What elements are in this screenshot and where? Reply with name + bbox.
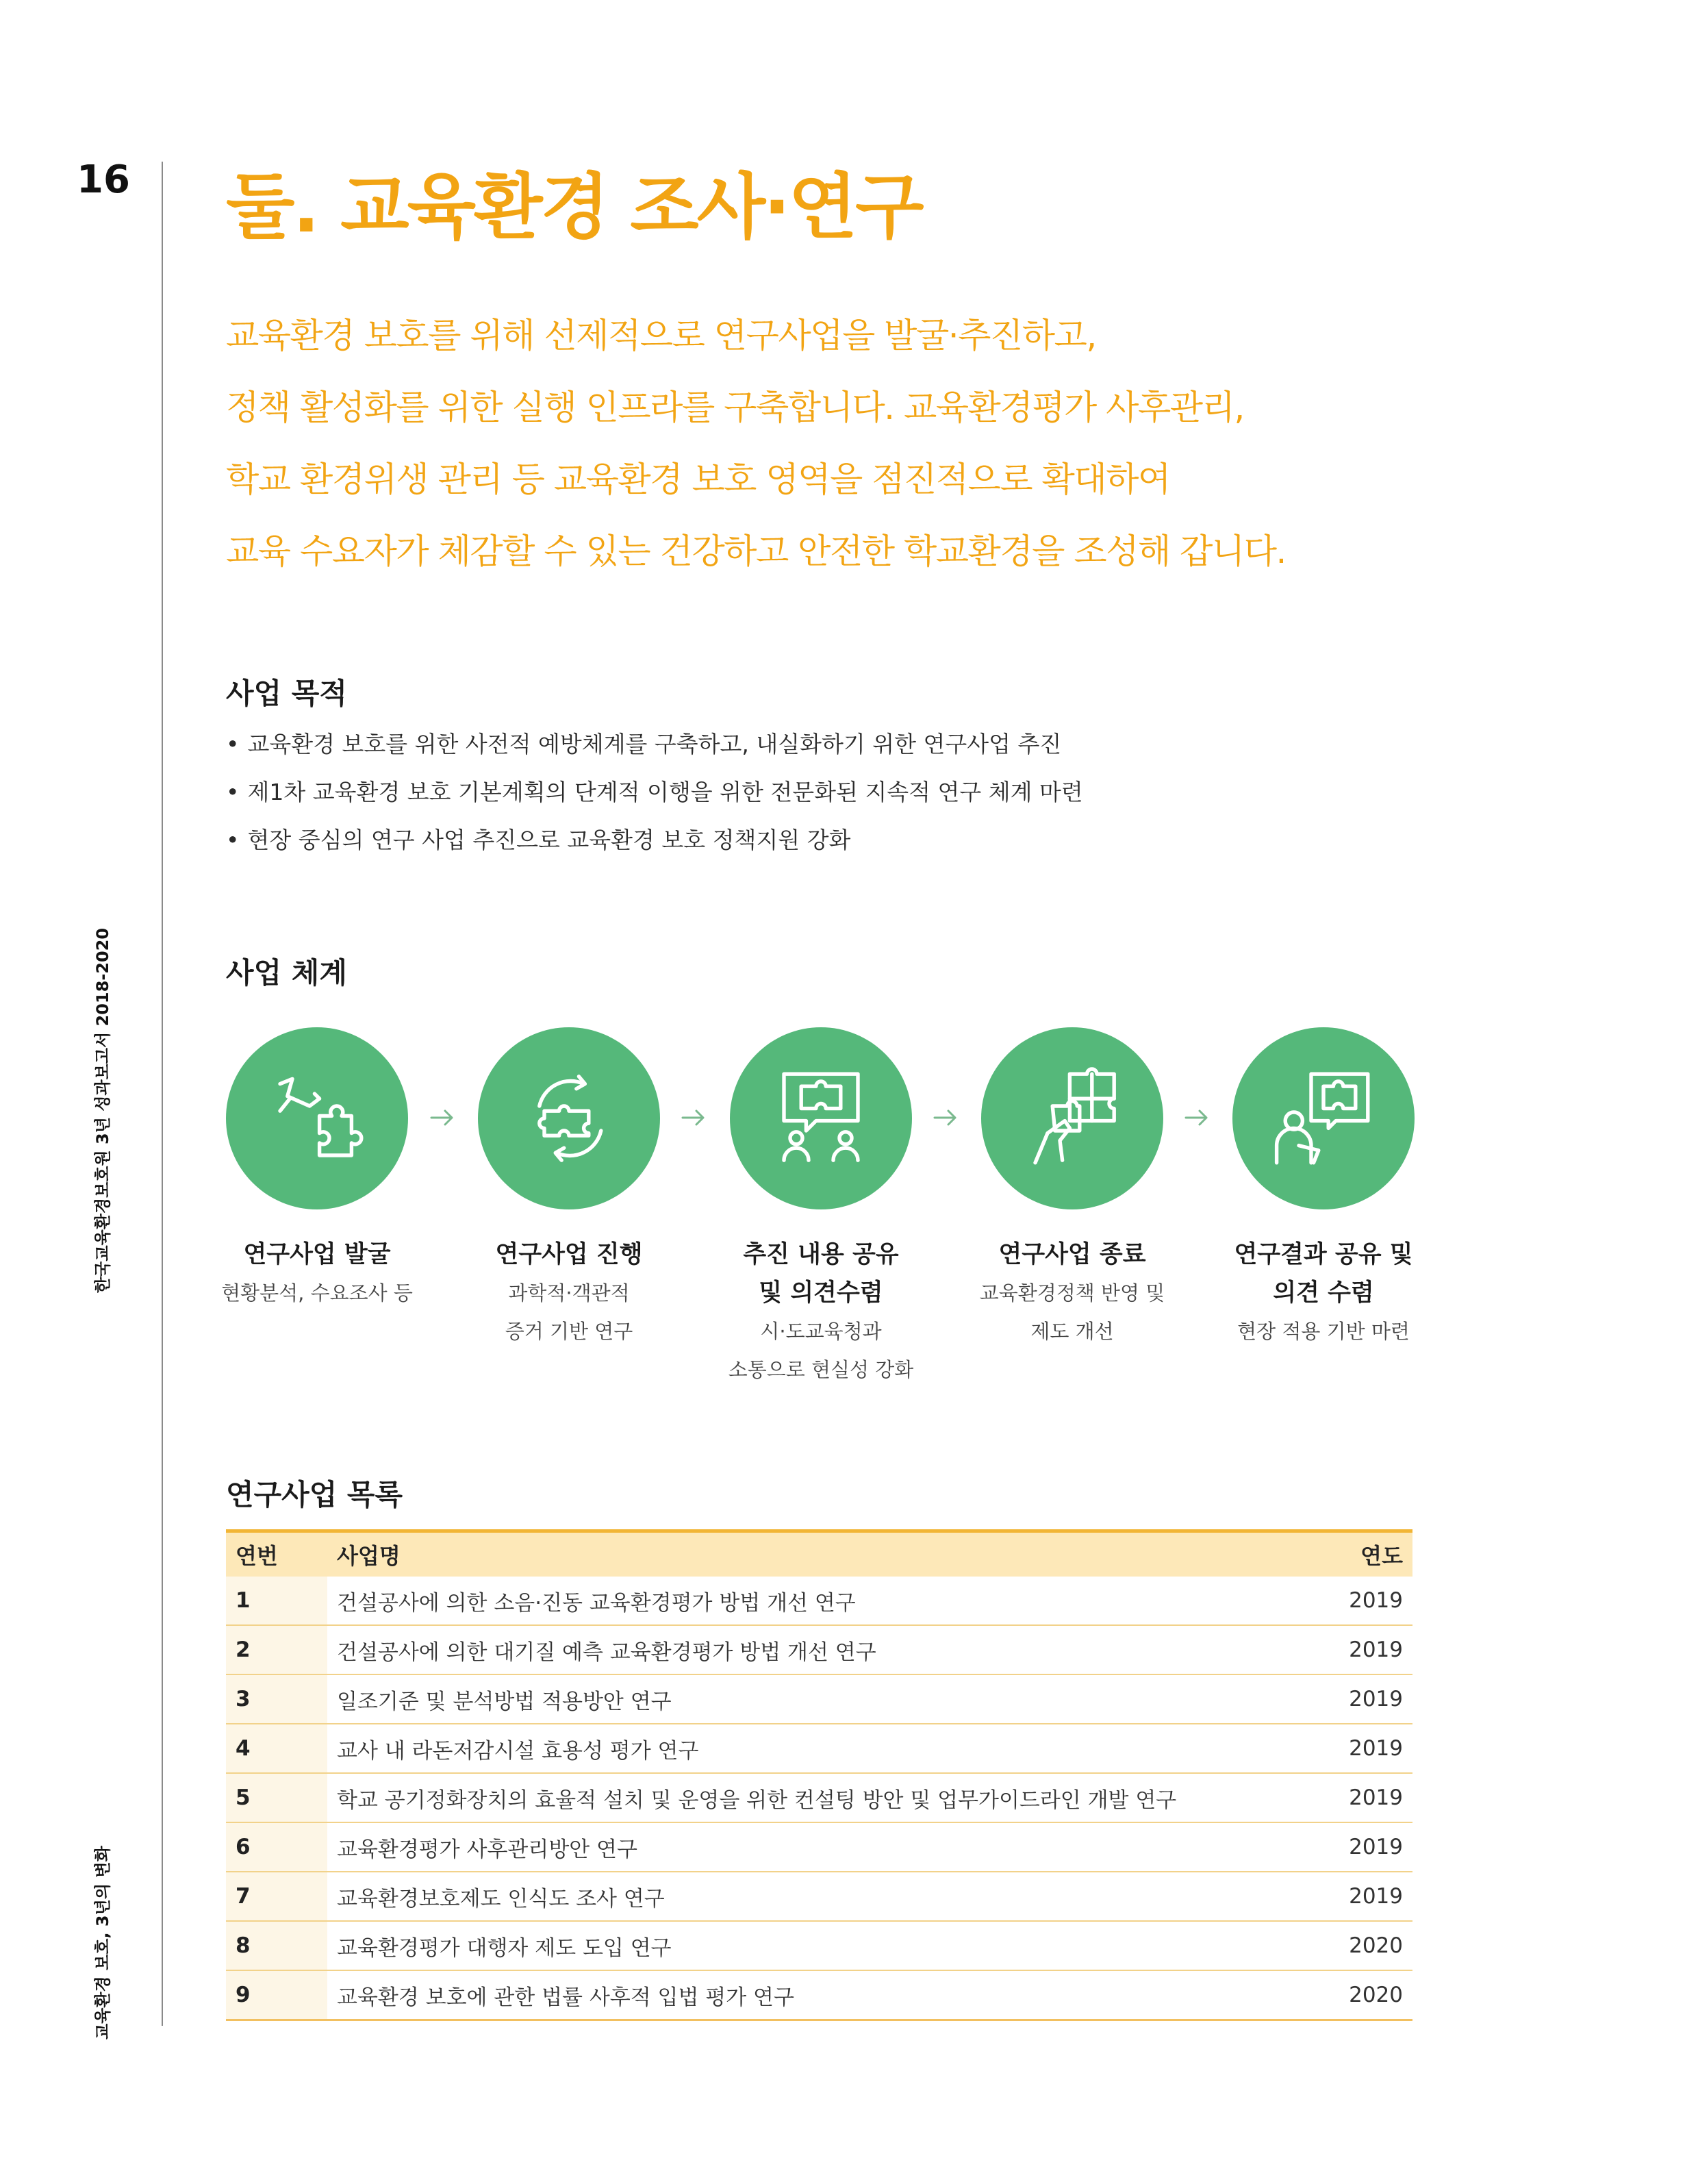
row-name: 교사 내 라돈저감시설 효용성 평가 연구: [327, 1724, 1304, 1773]
table-row: [226, 1724, 1412, 1773]
row-name: 교육환경평가 대행자 제도 도입 연구: [327, 1921, 1304, 1970]
row-no: 4: [226, 1724, 327, 1773]
page-number: 16: [77, 158, 130, 202]
row-no: 3: [226, 1674, 327, 1724]
row-name: 건설공사에 의한 대기질 예측 교육환경평가 방법 개선 연구: [327, 1625, 1304, 1674]
row-year: 2020: [1304, 1970, 1412, 2020]
side-section-title: 교육환경 보호, 3년의 변화: [93, 1846, 112, 2039]
stage-circle: [730, 1027, 912, 1209]
stage-desc: 현황분석, 수요조사 등: [221, 1281, 413, 1305]
stage-title: 및 의견수렴: [759, 1279, 883, 1307]
stage-desc: 현장 적용 기반 마련: [1237, 1320, 1410, 1343]
table-row: [226, 1674, 1412, 1724]
row-name: 학교 공기정화장치의 효율적 설치 및 운영을 위한 컨설팅 방안 및 업무가이드라인 개발 연구: [327, 1773, 1304, 1822]
arrow-right-icon: [429, 1104, 456, 1131]
stage-progress: [446, 1027, 692, 1351]
row-year: 2019: [1304, 1577, 1412, 1625]
purpose-item: • 현장 중심의 연구 사업 추진으로 교육환경 보호 정책지원 강화: [226, 816, 1083, 864]
stage-circle: [981, 1027, 1163, 1209]
stage-title: 추진 내용 공유: [743, 1241, 899, 1268]
row-no: 1: [226, 1577, 327, 1625]
table-row: [226, 1822, 1412, 1872]
row-name: 교육환경 보호에 관한 법률 사후적 입법 평가 연구: [327, 1970, 1304, 2020]
row-year: 2019: [1304, 1822, 1412, 1872]
table-row: [226, 1773, 1412, 1822]
intro-line: 정책 활성화를 위한 실행 인프라를 구축합니다. 교육환경평가 사후관리,: [226, 388, 1244, 427]
stage-desc: 교육환경정책 반영 및: [979, 1281, 1165, 1305]
stage-desc: 제도 개선: [1030, 1320, 1114, 1343]
stage-desc: 시·도교육청과: [760, 1320, 882, 1343]
stage-circle: [478, 1027, 660, 1209]
column-header-no: 연번: [226, 1531, 327, 1577]
row-year: 2019: [1304, 1872, 1412, 1921]
margin-divider: [162, 162, 163, 2026]
stage-result: [1200, 1027, 1447, 1351]
projects-table: [226, 1529, 1412, 2021]
stage-circle: [226, 1027, 408, 1209]
row-no: 7: [226, 1872, 327, 1921]
intro-line: 교육환경 보호를 위해 선제적으로 연구사업을 발굴·추진하고,: [226, 316, 1096, 355]
cycle-puzzle-icon: [507, 1057, 631, 1180]
column-header-name: 사업명: [327, 1531, 1304, 1577]
table-row: [226, 1577, 1412, 1625]
row-name: 일조기준 및 분석방법 적용방안 연구: [327, 1674, 1304, 1724]
arrow-right-icon: [1183, 1104, 1211, 1131]
stage-title: 연구결과 공유 및: [1234, 1241, 1413, 1268]
row-name: 교육환경평가 사후관리방안 연구: [327, 1822, 1304, 1872]
stage-title: 연구사업 발굴: [243, 1241, 391, 1268]
row-no: 6: [226, 1822, 327, 1872]
intro-line: 교육 수요자가 체감할 수 있는 건강하고 안전한 학교환경을 조성해 갑니다.: [226, 531, 1286, 571]
side-report-title: 한국교육환경보호원 3년 성과보고서 2018-2020: [93, 927, 112, 1293]
purpose-item: • 교육환경 보호를 위한 사전적 예방체계를 구축하고, 내실화하기 위한 연구사업 추진: [226, 720, 1083, 768]
discussion-puzzle-icon: [759, 1057, 883, 1180]
stage-complete: [949, 1027, 1195, 1351]
purpose-list: [226, 720, 1083, 864]
system-heading: 사업 체계: [226, 956, 347, 990]
arrow-right-icon: [680, 1104, 707, 1131]
row-no: 9: [226, 1970, 327, 2020]
page-title: 둘. 교육환경 조사·연구: [226, 165, 922, 249]
table-row: [226, 1625, 1412, 1674]
stage-title: 연구사업 진행: [495, 1241, 643, 1268]
table-row: [226, 1872, 1412, 1921]
stage-desc: 증거 기반 연구: [505, 1320, 633, 1343]
stage-share: [698, 1027, 944, 1389]
row-name: 교육환경보호제도 인식도 조사 연구: [327, 1872, 1304, 1921]
intro-line: 학교 환경위생 관리 등 교육환경 보호 영역을 점진적으로 확대하여: [226, 460, 1170, 499]
purpose-item: • 제1차 교육환경 보호 기본계획의 단계적 이행을 위한 전문화된 지속적 연구 체계 마련: [226, 768, 1083, 816]
row-year: 2019: [1304, 1773, 1412, 1822]
row-name: 건설공사에 의한 소음·진동 교육환경평가 방법 개선 연구: [327, 1577, 1304, 1625]
table-header-row: [226, 1531, 1412, 1577]
person-puzzle-icon: [1262, 1057, 1385, 1180]
row-year: 2020: [1304, 1921, 1412, 1970]
table-row: [226, 1921, 1412, 1970]
row-no: 8: [226, 1921, 327, 1970]
row-year: 2019: [1304, 1674, 1412, 1724]
hand-puzzle-icon: [255, 1057, 379, 1180]
column-header-year: 연도: [1304, 1531, 1412, 1577]
intro-paragraph: [226, 300, 1630, 588]
stage-circle: [1232, 1027, 1415, 1209]
projects-heading: 연구사업 목록: [226, 1478, 403, 1511]
stage-discover: [194, 1027, 440, 1312]
stage-desc: 소통으로 현실성 강화: [728, 1358, 914, 1381]
puzzle-complete-icon: [1011, 1057, 1134, 1180]
row-year: 2019: [1304, 1625, 1412, 1674]
stage-desc: 과학적·객관적: [508, 1281, 630, 1305]
arrow-right-icon: [932, 1104, 959, 1131]
row-year: 2019: [1304, 1724, 1412, 1773]
table-row: [226, 1970, 1412, 2020]
row-no: 2: [226, 1625, 327, 1674]
purpose-heading: 사업 목적: [226, 677, 347, 710]
row-no: 5: [226, 1773, 327, 1822]
stage-title: 연구사업 종료: [998, 1241, 1146, 1268]
stage-title: 의견 수렴: [1273, 1279, 1374, 1307]
